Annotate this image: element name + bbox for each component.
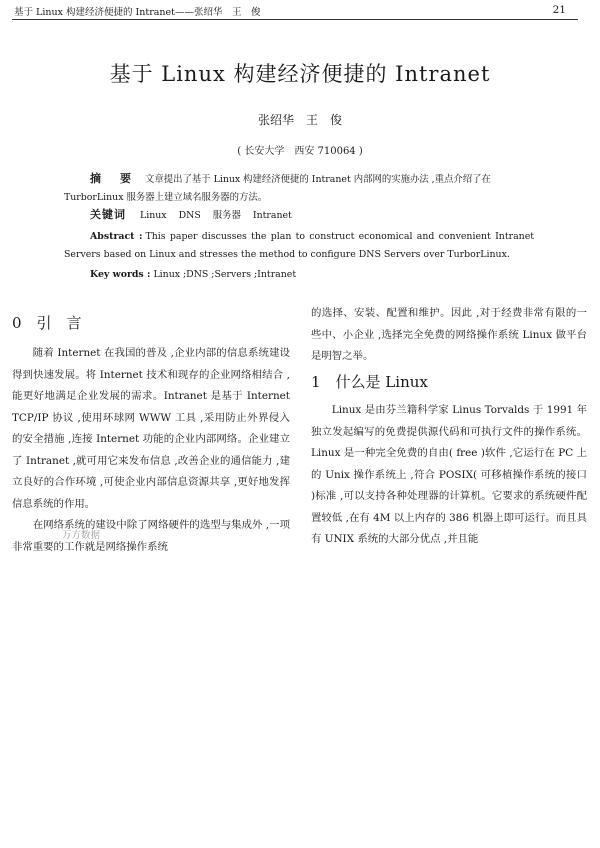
keyword: 服务器 <box>212 210 241 221</box>
section-1-heading: 1 什么是 Linux <box>311 373 428 391</box>
paragraph: Linux 是由芬兰籍科学家 Linus Torvalds 于 1991 年独立发起编写的免费提供源代码和可执行文件的操作系统。Linux 是一种完全免费的自由( free )软件 ,它运行在 PC 上的 Unix 操作系统上 ,符合 POSIX( 可移植操作系统的接口 )标准 ,可以支持各种处理器的计算机。它要求的系统硬件配置较低 ,在有 4M 以上内存的 386 机器上即可运行。而且具有 UNIX 系统的大部分优点 ,并且能 <box>311 404 587 545</box>
paragraph: 随着 Internet 在我国的普及 ,企业内部的信息系统建设得到快速发展。将 Internet 技术和现存的企业网络相结合 ,能更好地满足企业发展的需求。Intranet 是基于 Internet TCP/IP 协议 ,使用环球网 WWW 工具 ,采用防止外界侵入的安全措施 ,连接 Internet 功能的企业内部网络。企业建立了 Intranet ,就可用它来发布信息 ,改善企业的通信能力 ,建立良好的合作环境 ,可使企业内部信息资源共享 ,更好地发挥信息系统的作用。 <box>12 347 290 510</box>
keywords-zh <box>64 206 534 225</box>
running-title: 基于 Linux 构建经济便捷的 Intranet——张绍华 王 俊 <box>14 7 261 18</box>
header-rule <box>12 19 578 20</box>
abstract-en <box>64 228 534 264</box>
section-0-heading: 0 引 言 <box>12 314 82 332</box>
watermark: 万方数据 <box>62 530 101 541</box>
keywords-zh-label: 关键词 <box>90 208 126 221</box>
keyword: Linux <box>140 210 167 221</box>
section-1-body <box>311 400 587 551</box>
abstract-en-label: Abstract : <box>90 231 143 242</box>
keywords-en-text: Linux ;DNS ;Servers ;Intranet <box>153 269 297 280</box>
paragraph: 的选择、安装、配置和维护。因此 ,对于经费非常有限的一些中、小企业 ,选择完全免费的网络操作系统 Linux 做平台是明智之举。 <box>311 307 587 362</box>
paragraph: 在网络系统的建设中除了网络硬件的选型与集成外 ,一项非常重要的工作就是网络操作系统 <box>12 519 290 553</box>
abstract-zh <box>64 170 534 207</box>
page-header <box>0 0 600 22</box>
abstract-en-text: This paper discusses the plan to construct economical and convenient Intranet Servers based on Linux and stresses the method to configure DNS Servers over TurborLinux. <box>64 231 535 260</box>
authors: 张绍华 王 俊 <box>257 113 342 127</box>
page-number: 21 <box>552 4 566 16</box>
abstract-zh-label: 摘 要 <box>90 172 135 185</box>
right-column-intro <box>311 303 587 368</box>
section-0-body <box>12 343 290 558</box>
keywords-en-label: Key words : <box>90 269 151 280</box>
abstract-zh-text: 文章提出了基于 Linux 构建经济便捷的 Intranet 内部网的实施办法 ,重点介绍了在 TurborLinux 服务器上建立域名服务器的方法。 <box>64 174 491 203</box>
keywords-en <box>64 266 534 284</box>
article-title: 基于 Linux 构建经济便捷的 Intranet <box>109 62 491 86</box>
affiliation: ( 长安大学 西安 710064 ) <box>237 146 363 157</box>
keyword: DNS <box>178 210 201 221</box>
keyword: Intranet <box>252 210 292 221</box>
